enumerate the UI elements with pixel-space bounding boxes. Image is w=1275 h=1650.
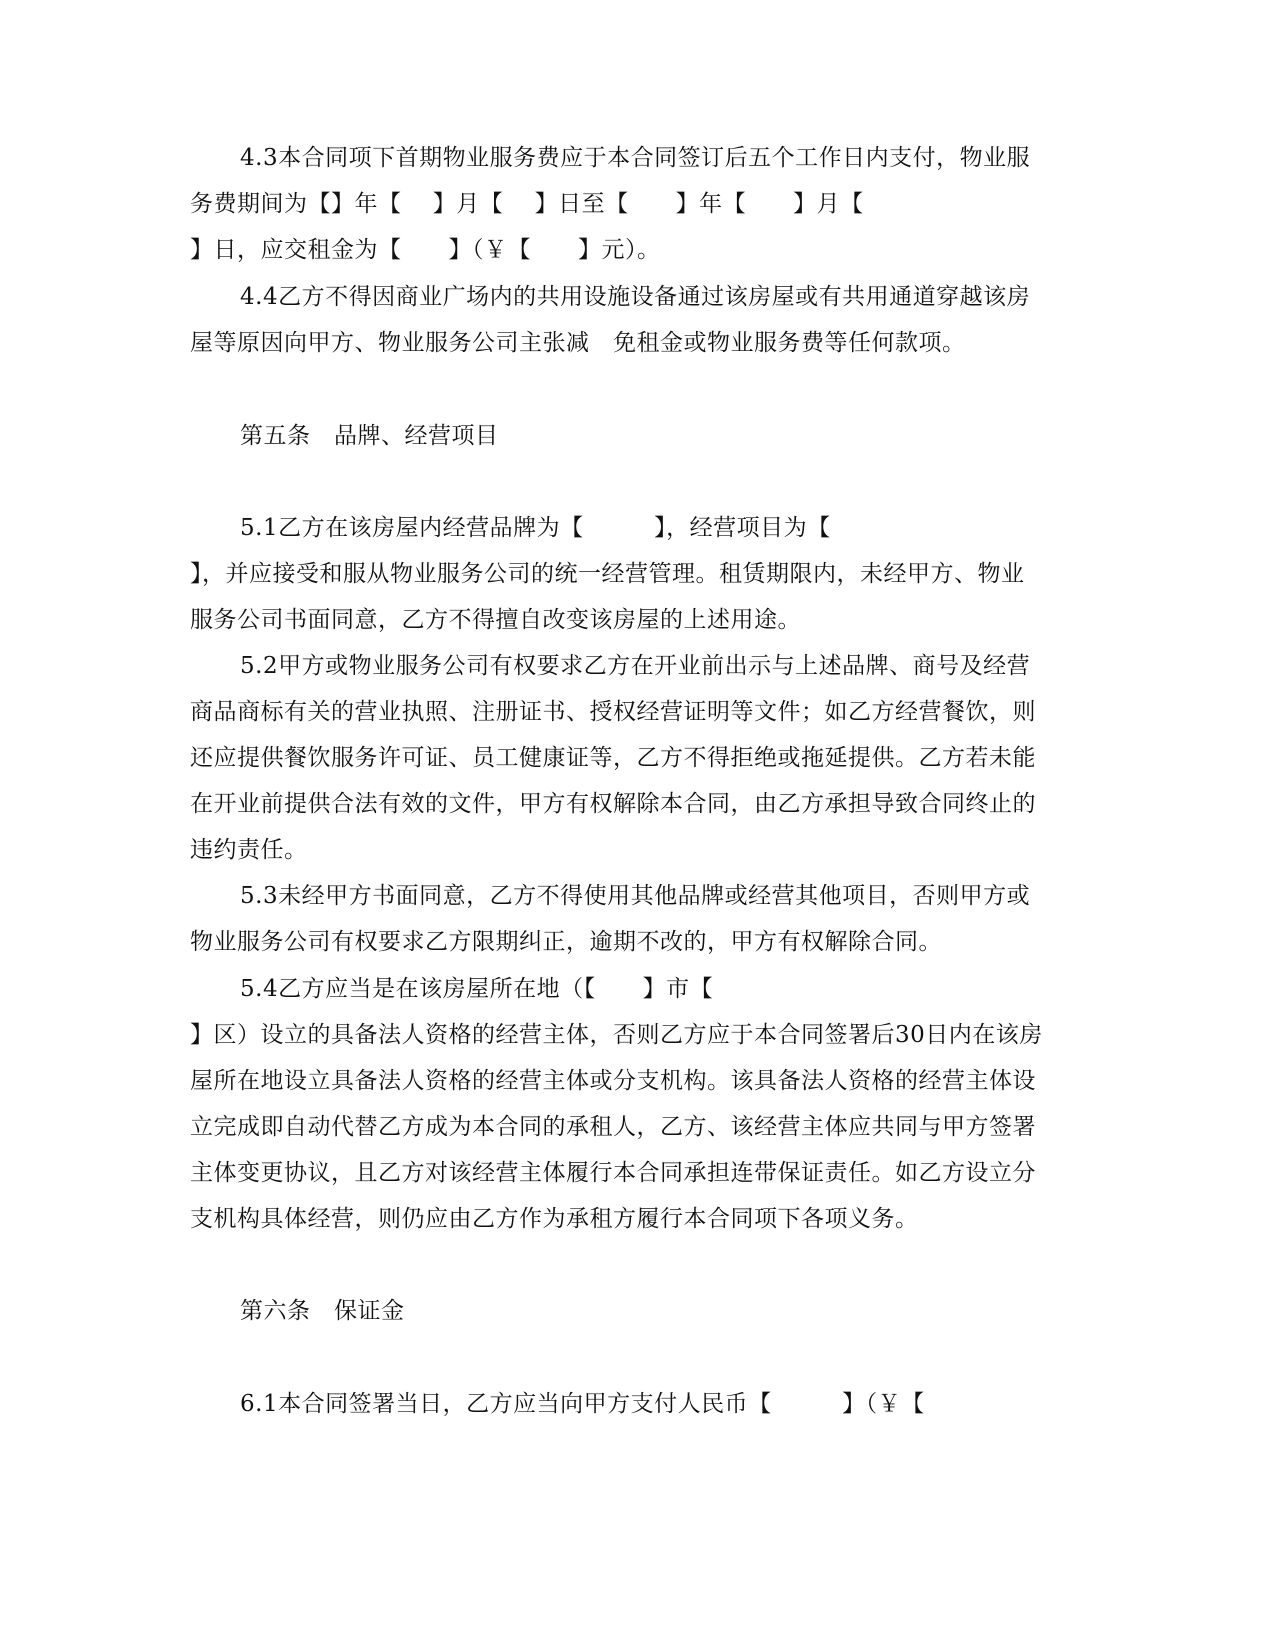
clause-5-4-line-5: 主体变更协议，且乙方对该经营主体履行本合同承担连带保证责任。如乙方设立分 [190,1160,1036,1186]
clause-5-4-line-6: 支机构具体经营，则仍应由乙方作为承租方履行本合同项下各项义务。 [190,1206,919,1232]
clause-4-4-line-2: 屋等原因向甲方、物业服务公司主张减 免租金或物业服务费等任何款项。 [190,330,966,356]
article-6-heading: 第六条 保证金 [240,1298,405,1324]
clause-5-4-line-2: 】区）设立的具备法人资格的经营主体，否则乙方应于本合同签署后30日内在该房 [190,1022,1043,1048]
clause-5-3-line-1: 5.3未经甲方书面同意，乙方不得使用其他品牌或经营其他项目，否则甲方或 [240,883,1031,909]
clause-5-2-line-3: 还应提供餐饮服务许可证、员工健康证等，乙方不得拒绝或拖延提供。乙方若未能 [190,745,1036,771]
clause-5-4-line-4: 立完成即自动代替乙方成为本合同的承租人，乙方、该经营主体应共同与甲方签署 [190,1114,1036,1140]
clause-5-4-line-3: 屋所在地设立具备法人资格的经营主体或分支机构。该具备法人资格的经营主体设 [190,1068,1036,1094]
clause-5-1-line-3: 服务公司书面同意，乙方不得擅自改变该房屋的上述用途。 [190,607,801,633]
clause-5-1-line-2: 】，并应接受和服从物业服务公司的统一经营管理。租赁期限内，未经甲方、物业 [190,561,1025,587]
clause-4-3-line-2: 务费期间为【】年【 】月【 】日至【 】年【 】月【 [190,191,864,217]
clause-5-1-line-1: 5.1乙方在该房屋内经营品牌为【 】，经营项目为【 [240,515,831,541]
clause-6-1-line-1: 6.1本合同签署当日，乙方应当向甲方支付人民币【 】（￥【 [240,1391,925,1417]
clause-5-2-line-5: 违约责任。 [190,837,308,863]
clause-4-4-line-1: 4.4乙方不得因商业广场内的共用设施设备通过该房屋或有共用通道穿越该房 [240,284,1031,310]
article-5-heading: 第五条 品牌、经营项目 [240,423,499,449]
clause-4-3-line-3: 】日，应交租金为【 】（￥【 】元）。 [190,237,661,263]
clause-5-2-line-2: 商品商标有关的营业执照、注册证书、授权经营证明等文件；如乙方经营餐饮，则 [190,699,1036,725]
clause-4-3-line-1: 4.3本合同项下首期物业服务费应于本合同签订后五个工作日内支付，物业服 [240,145,1031,171]
clause-5-2-line-1: 5.2甲方或物业服务公司有权要求乙方在开业前出示与上述品牌、商号及经营 [240,653,1031,679]
clause-5-4-line-1: 5.4乙方应当是在该房屋所在地（【 】市【 [240,976,714,1002]
clause-5-3-line-2: 物业服务公司有权要求乙方限期纠正，逾期不改的，甲方有权解除合同。 [190,929,942,955]
clause-5-2-line-4: 在开业前提供合法有效的文件，甲方有权解除本合同，由乙方承担导致合同终止的 [190,791,1036,817]
